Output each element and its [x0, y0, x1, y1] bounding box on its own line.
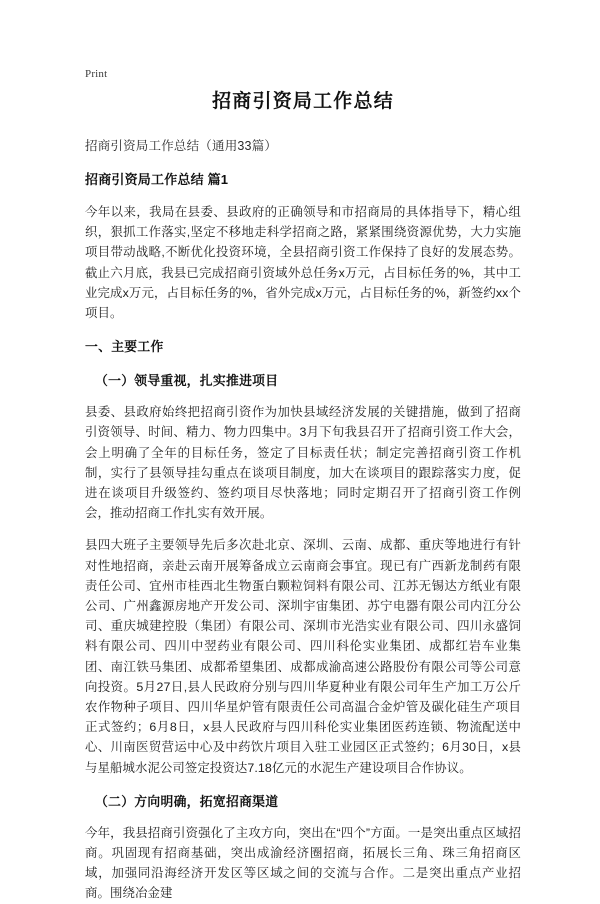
paragraph-2: 县四大班子主要领导先后多次赴北京、深圳、云南、成都、重庆等地进行有针对性地招商，亲赴云南开展筹备成立云南商会事宜。现已有广西新龙制药有限责任公司、宜州市桂西北生物蛋白颗粒饲料有限公司、江苏无锡达方纸业有限公司、广州鑫源房地产开发公司、深圳宇宙集团、苏宁电器有限公司内江分公司、重庆城建控股（集团）有限公司、深圳市光浩实业有限公司、四川永盛饲料有限公司、四川中翌药业有限公司、四川科伦实业集团、成都红岩车业集团、南江铁马集团、成都希望集团、成都成渝高速公路股份有限公司等公司意向投资。5月27日,县人民政府分别与四川华夏种业有限公司年生产加工万公斤农作物种子项目、四川华星炉管有限责任公司高温合金炉管及碳化硅生产项目正式签约；6月8日，x县人民政府与四川科伦实业集团医药连锁、物流配送中心、川南医贸营运中心及中药饮片项目入驻工业园区正式签约；6月30日，x县与星船城水泥公司签定投资达7.18亿元的水泥生产建设项目合作协议。: [85, 538, 521, 775]
heading-main-work: 一、主要工作: [85, 339, 164, 355]
print-button[interactable]: Print: [85, 68, 108, 80]
paragraph-3: 今年，我县招商引资强化了主攻方向，突出在“四个”方面。一是突出重点区域招商。巩固现有招商基础，突出成渝经济圈招商，拓展长三角、珠三角招商区域，加强同沿海经济开发区等区域之间的交流与合作。二是突出重点产业招商。围绕冶金建: [85, 825, 521, 901]
document-body: [85, 88, 521, 904]
document-subtitle: 招商引资局工作总结（通用33篇）: [85, 139, 278, 153]
section-heading: 招商引资局工作总结 篇1: [85, 172, 229, 187]
subheading-channels: （二）方向明确，拓宽招商渠道: [95, 793, 279, 809]
subheading-leadership: （一）领导重视，扎实推进项目: [95, 373, 279, 389]
intro-paragraph: 今年以来，我局在县委、县政府的正确领导和市招商局的具体指导下，精心组织，狠抓工作落实,坚定不移地走科学招商之路，紧紧围绕资源优势，大力实施项目带动战略,不断优化投资环境，全县招商引资工作保持了良好的发展态势。截止六月底，我县已完成招商引资域外总任务x万元，占目标任务的%，其中工业完成x万元，占目标任务的%，省外完成x万元，占目标任务的%，新签约xx个项目。: [85, 205, 521, 321]
print-toolbar: [85, 66, 107, 82]
page-title: 招商引资局工作总结: [212, 91, 394, 112]
paragraph-1: 县委、县政府始终把招商引资作为加快县域经济发展的关键措施，做到了招商引资领导、时间、精力、物力四集中。3月下旬我县召开了招商引资工作大会，会上明确了全年的目标任务，签定了目标责任状；制定完善招商引资工作机制，实行了县领导挂勾重点在谈项目制度，加大在谈项目的跟踪落实力度，促进在谈项目升级签约、签约项目尽快落地；同时定期召开了招商引资工作例会，推动招商工作扎实有效开展。: [85, 405, 521, 521]
